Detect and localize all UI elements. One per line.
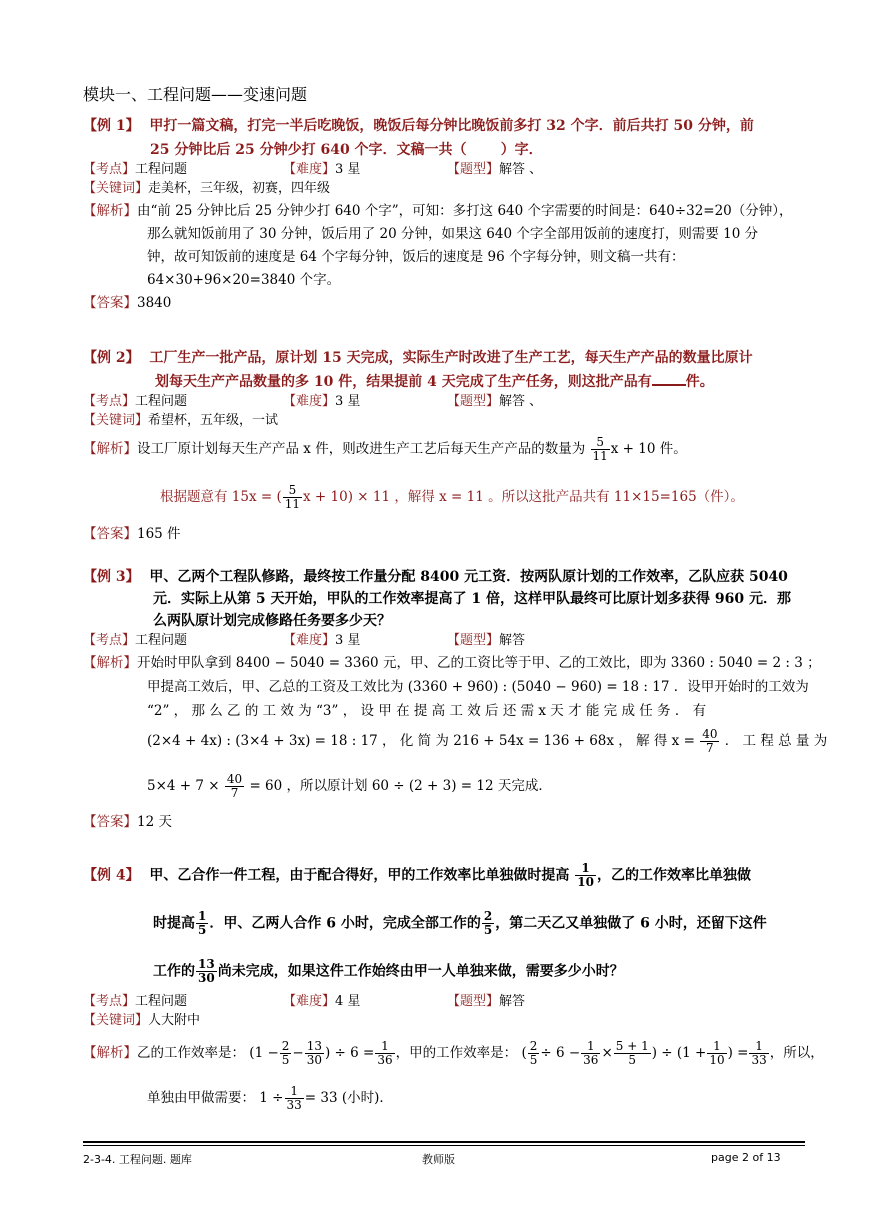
keywords-label: 【关键词】: [83, 413, 149, 428]
example-4-question-line-1: 甲、乙合作一件工程，由于配合得好，甲的工作效率比单独做时提高: [149, 867, 570, 884]
fraction-13-30: $\frac{13}{30}$: [198, 957, 215, 985]
example-3-question-line-2: 元．实际上从第 5 天开始，甲队的工作效率提高了 1 倍，这样甲队最终可比原计划多获得 960 元．那: [153, 591, 791, 607]
formula-jia: ( $\frac{2}{5}$ ÷ 6 − $\frac{1}{36}$ × $\frac{5 + 1}{5}$ ) ÷ (1 + $\frac{1}{10}$ ) = $\frac{1}{33}$: [521, 1039, 767, 1067]
solution-line-2-end: x + 10) × 11 ，解得 x = 11 。所以这批产品共有 11×15=165（件）。: [303, 489, 744, 505]
example-3-question-line-1: 甲、乙两个工程队修路，最终按工作量分配 8400 元工资．按两队原计划的工作效率，乙队应获 5040: [149, 569, 788, 585]
answer-blank: [652, 370, 686, 386]
fraction-5-11: $\frac{5}{11}$: [592, 435, 608, 463]
tixing-value: 解答 、: [499, 162, 543, 177]
solution-line-1-end: ，所以，: [769, 1045, 824, 1061]
kaodian-value: 工程问题: [135, 394, 188, 409]
solution-line-5: 5×4 + 7 ×: [147, 778, 220, 794]
answer-value: 165 件: [137, 526, 181, 542]
tixing-value: 解答: [499, 994, 526, 1009]
example-4-question-line-2: 时提高: [153, 915, 195, 932]
example-4-question-line-2-mid: ．甲、乙两人合作 6 小时，完成全部工作的: [209, 915, 481, 932]
example-2-question-line-2: 划每天生产产品数量的多 10 件，结果提前 4 天完成了生产任务，则这批产品有: [155, 374, 652, 390]
solution-line-2: 根据题意有 15x = (: [160, 489, 282, 505]
fraction-40-7: $\frac{40}{7}$: [226, 772, 243, 800]
answer-value: 3840: [137, 295, 172, 311]
footer-rule-thick: [83, 1141, 805, 1143]
formula-time: 1 ÷ $\frac{1}{33}$: [259, 1084, 302, 1112]
nandu-value: 3 星: [335, 633, 361, 648]
nandu-label: 【难度】: [283, 633, 336, 648]
example-1-question-line-1: 甲打一篇文稿，打完一半后吃晚饭，晚饭后每分钟比晚饭前多打 32 个字．前后共打 50 分钟，前: [149, 118, 754, 134]
nandu-value: 4 星: [335, 994, 361, 1009]
keywords-label: 【关键词】: [83, 181, 149, 196]
fraction-2-5: $\frac{2}{5}$: [483, 909, 493, 937]
formula-yi: (1 − $\frac{2}{5}$ − $\frac{13}{30}$ ) ÷ 6 = $\frac{1}{36}$: [249, 1039, 393, 1067]
kaodian-label: 【考点】: [83, 162, 136, 177]
nandu-label: 【难度】: [283, 162, 336, 177]
example-2-tag: 【例 2】: [83, 350, 140, 366]
solution-line-4: 64×30+96×20=3840 个字。: [147, 272, 341, 288]
solution-line-5-end: = 60 ，所以原计划 60 ÷ (2 + 3) = 12 天完成．: [249, 778, 552, 794]
tixing-label: 【题型】: [447, 394, 500, 409]
solution-line-1: 乙的工作效率是：: [137, 1045, 245, 1061]
kaodian-label: 【考点】: [83, 633, 136, 648]
solution-line-1: 由“前 25 分钟比后 25 分钟少打 640 个字”，可知：多打这 640 个字需要的时间是：640÷32=20（分钟），: [137, 203, 793, 219]
solution-line-2-end: = 33 (小时)．: [304, 1090, 393, 1106]
footer-left: 2-3-4. 工程问题. 题库: [83, 1153, 192, 1166]
solution-label: 【解析】: [83, 203, 137, 219]
section-title: 模块一、工程问题——变速问题: [83, 85, 308, 104]
example-2-question-end: 件。: [685, 374, 714, 390]
example-2-question-line-1: 工厂生产一批产品，原计划 15 天完成，实际生产时改进了生产工艺，每天生产产品的数量比原计: [149, 350, 753, 366]
example-1-question-line-2: 25 分钟比后 25 分钟少打 640 个字．文稿一共（: [150, 142, 467, 158]
fraction-1-5: $\frac{1}{5}$: [198, 909, 207, 937]
solution-line-3: 钟，故可知饭前的速度是 64 个字每分钟，饭后的速度是 96 个字每分钟，则文稿一共有：: [147, 249, 685, 265]
nandu-label: 【难度】: [283, 994, 336, 1009]
tixing-label: 【题型】: [447, 633, 500, 648]
keywords-value: 希望杯，五年级，一试: [148, 413, 279, 428]
answer-value: 12 天: [137, 814, 172, 830]
nandu-value: 3 星: [335, 162, 361, 177]
answer-label: 【答案】: [83, 295, 137, 311]
fraction-40-7: $\frac{40}{7}$: [702, 727, 718, 755]
solution-line-2: 单独由甲做需要：: [147, 1090, 255, 1106]
tixing-value: 解答: [499, 633, 526, 648]
kaodian-value: 工程问题: [135, 633, 188, 648]
tixing-label: 【题型】: [447, 994, 500, 1009]
example-3-tag: 【例 3】: [83, 569, 140, 585]
example-1-tag: 【例 1】: [83, 118, 140, 134]
example-1-question-end: ）字．: [500, 142, 543, 158]
solution-line-2: 甲提高工效后，甲、乙总的工资及工效比为 (3360 + 960) : (5040 − 960) = 18 : 17 ．设甲开始时的工效为: [147, 679, 809, 695]
kaodian-value: 工程问题: [135, 162, 188, 177]
example-4-question-line-1-end: ，乙的工作效率比单独做: [596, 867, 751, 884]
solution-label: 【解析】: [83, 441, 137, 457]
example-4-tag: 【例 4】: [83, 867, 140, 884]
solution-line-3: “2” ， 那 么 乙 的 工 效 为 “3” ， 设 甲 在 提 高 工 效 后 还 需 x 天 才 能 完 成 任 务 ． 有: [147, 703, 707, 719]
nandu-value: 3 星: [335, 394, 361, 409]
tixing-label: 【题型】: [447, 162, 500, 177]
solution-line-1-end: x + 10 件。: [610, 441, 687, 457]
keywords-label: 【关键词】: [83, 1013, 149, 1028]
example-4-question-line-3-end: 尚未完成，如果这件工作始终由甲一人单独来做，需要多少小时？: [217, 963, 624, 980]
kaodian-label: 【考点】: [83, 994, 136, 1009]
answer-label: 【答案】: [83, 526, 137, 542]
keywords-value: 人大附中: [148, 1013, 201, 1028]
solution-line-4: (2×4 + 4x) : (3×4 + 3x) = 18 : 17 ， 化 简 为 216 + 54x = 136 + 68x ， 解 得 x =: [147, 733, 695, 749]
fraction-5-11: $\frac{5}{11}$: [284, 483, 301, 511]
footer-center: 教师版: [422, 1153, 455, 1166]
solution-line-4-end: ． 工 程 总 量 为: [724, 733, 828, 749]
footer-page-number: page 2 of 13: [711, 1151, 781, 1164]
kaodian-label: 【考点】: [83, 394, 136, 409]
example-3-question-line-3: 么两队原计划完成修路任务要多少天？: [153, 613, 391, 629]
solution-line-1: 设工厂原计划每天生产产品 x 件，则改进生产工艺后每天生产产品的数量为: [137, 441, 586, 457]
solution-line-1-mid: ，甲的工作效率是：: [395, 1045, 518, 1061]
footer-rule-thin: [83, 1145, 805, 1146]
fraction-1-10: $\frac{1}{10}$: [577, 861, 594, 889]
example-4-question-line-2-end: ，第二天乙又单独做了 6 小时，还留下这件: [495, 915, 767, 932]
answer-label: 【答案】: [83, 814, 137, 830]
solution-line-2: 那么就知饭前用了 30 分钟，饭后用了 20 分钟，如果这 640 个字全部用饭前的速度打，则需要 10 分: [147, 226, 759, 242]
solution-label: 【解析】: [83, 655, 137, 671]
tixing-value: 解答 、: [499, 394, 543, 409]
solution-label: 【解析】: [83, 1045, 137, 1061]
nandu-label: 【难度】: [283, 394, 336, 409]
solution-line-1: 开始时甲队拿到 8400 − 5040 = 3360 元，甲、乙的工资比等于甲、乙的工效比，即为 3360 : 5040 = 2 : 3 ；: [137, 655, 821, 671]
keywords-value: 走美杯，三年级，初赛，四年级: [148, 181, 331, 196]
kaodian-value: 工程问题: [135, 994, 188, 1009]
example-4-question-line-3: 工作的: [153, 963, 195, 980]
